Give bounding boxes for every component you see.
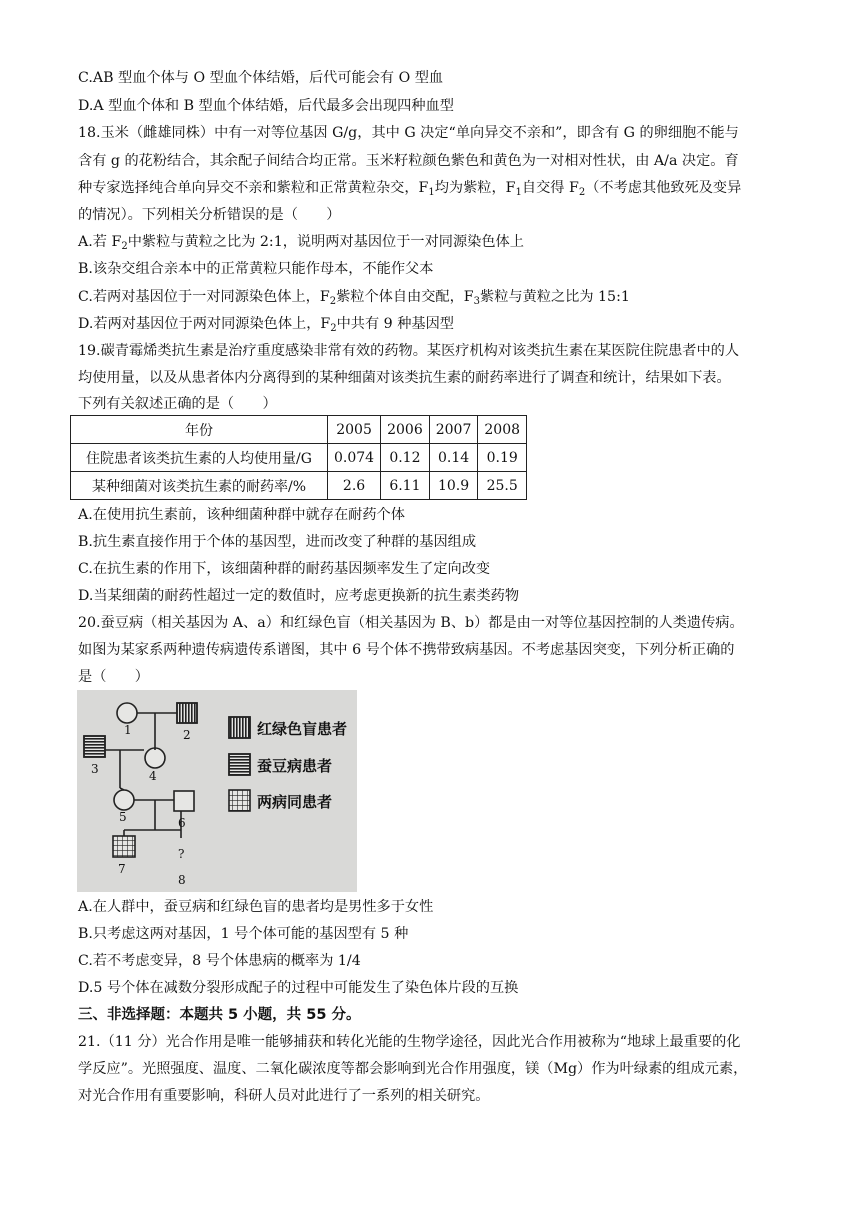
q20-option-a: A.在人群中，蚕豆病和红绿色盲的患者均是男性多于女性 — [78, 899, 434, 915]
q20-stem-line-2: 如图为某家系两种遗传病遗传系谱图，其中 6 号个体不携带致病基因。不考虑基因突变，下列分析正确的 — [78, 642, 735, 658]
q19-option-a: A.在使用抗生素前，该种细菌种群中就存在耐药个体 — [78, 507, 405, 523]
q18-stem-line-2: 含有 g 的花粉结合，其余配子间结合均正常。玉米籽粒颜色紫色和黄色为一对相对性状，由 A/a 决定。育 — [78, 153, 739, 169]
pedigree-id-7: 7 — [118, 862, 126, 876]
table-header-cell: 2007 — [429, 416, 478, 444]
table-cell: 25.5 — [478, 472, 527, 500]
individual-7 — [113, 836, 135, 857]
pedigree-id-4: 4 — [149, 769, 157, 783]
q20-option-d: D.5 号个体在减数分裂形成配子的过程中可能发生了染色体片段的互换 — [78, 980, 519, 996]
q18-option-a: A.若 $F_2$中紫粒与黄粒之比为 2:1，说明两对基因位于一对同源染色体上 — [78, 234, 524, 252]
table-header-cell: 2006 — [381, 416, 430, 444]
pedigree-id-6: 6 — [178, 816, 186, 830]
table-cell: 0.074 — [328, 444, 381, 472]
pedigree-id-2: 2 — [183, 728, 191, 742]
q18-option-c: C.若两对基因位于一对同源染色体上，$F_2$紫粒个体自由交配，$F_3$紫粒与黄粒之比为 15:1 — [78, 289, 630, 307]
q19-stem-line-1: 19.碳青霉烯类抗生素是治疗重度感染非常有效的药物。某医疗机构对该类抗生素在某医院住院患者中的人 — [78, 343, 740, 359]
q18-option-d: D.若两对基因位于两对同源染色体上，$F_2$中共有 9 种基因型 — [78, 316, 454, 334]
legend-swatch-both — [229, 790, 250, 811]
q17-option-d: D.A 型血个体和 B 型血个体结婚，后代最多会出现四种血型 — [78, 98, 454, 114]
individual-3 — [84, 736, 105, 757]
table-cell: 0.14 — [429, 444, 478, 472]
table-cell: 0.19 — [478, 444, 527, 472]
table-cell: 某种细菌对该类抗生素的耐药率/% — [71, 472, 328, 500]
pedigree-id-1: 1 — [124, 723, 132, 737]
table-header-cell: 2008 — [478, 416, 527, 444]
q19-option-c: C.在抗生素的作用下，该细菌种群的耐药基因频率发生了定向改变 — [78, 561, 491, 577]
q19-stem-line-3: 下列有关叙述正确的是（ ） — [78, 396, 277, 412]
q21-stem-line-2: 学反应”。光照强度、温度、二氧化碳浓度等都会影响到光合作用强度，镁（Mg）作为叶绿素的组成元素， — [78, 1061, 748, 1077]
q20-stem-line-3: 是（ ） — [78, 669, 149, 685]
q18-stem-line-4: 的情况）。下列相关分析错误的是（ ） — [78, 207, 341, 223]
q21-stem-line-3: 对光合作用有重要影响，科研人员对此进行了一系列的相关研究。 — [78, 1088, 490, 1104]
q19-option-d: D.当某细菌的耐药性超过一定的数值时，应考虑更换新的抗生素类药物 — [78, 588, 520, 604]
pedigree-id-8: 8 — [178, 873, 186, 887]
q20-option-b: B.只考虑这两对基因，1 号个体可能的基因型有 5 种 — [78, 926, 409, 942]
individual-6 — [174, 791, 194, 811]
section-3-heading: 三、非选择题：本题共 5 小题，共 55 分。 — [78, 1007, 361, 1023]
table-row — [71, 444, 527, 472]
pedigree-unknown-mark: ? — [178, 847, 185, 861]
table-row — [71, 472, 527, 500]
q18-stem-line-3: 种专家选择纯合单向异交不亲和紫粒和正常黄粒杂交，$F_1$均为紫粒，$F_1$自交得 $F_2$（不考虑其他致死及变异 — [78, 180, 742, 198]
table-header-row — [71, 416, 527, 444]
legend-label-colorblind: 红绿色盲患者 — [257, 720, 348, 738]
table-cell: 0.12 — [381, 444, 430, 472]
resistance-table — [70, 415, 527, 500]
individual-1 — [117, 703, 137, 723]
pedigree-diagram — [77, 690, 357, 892]
legend-label-both: 两病同患者 — [257, 793, 333, 811]
q20-stem-line-1: 20.蚕豆病（相关基因为 A、a）和红绿色盲（相关基因为 B、b）都是由一对等位基因控制的人类遗传病。 — [78, 615, 744, 631]
table-cell: 10.9 — [429, 472, 478, 500]
table-header-cell: 2005 — [328, 416, 381, 444]
pedigree-id-3: 3 — [91, 762, 99, 776]
table-cell: 2.6 — [328, 472, 381, 500]
q17-option-c: C.AB 型血个体与 O 型血个体结婚，后代可能会有 O 型血 — [78, 70, 444, 86]
legend-swatch-favism — [229, 754, 250, 775]
individual-2 — [177, 703, 197, 723]
q19-option-b: B.抗生素直接作用于个体的基因型，进而改变了种群的基因组成 — [78, 534, 477, 550]
q20-option-c: C.若不考虑变异，8 号个体患病的概率为 1/4 — [78, 953, 361, 969]
pedigree-id-5: 5 — [119, 810, 127, 824]
legend-swatch-colorblind — [229, 717, 250, 738]
individual-5 — [114, 790, 134, 810]
q21-stem-line-1: 21.（11 分）光合作用是唯一能够捕获和转化光能的生物学途径，因此光合作用被称为“地球上最重要的化 — [78, 1034, 741, 1050]
pedigree-legend — [229, 717, 347, 811]
table-header-cell: 年份 — [71, 416, 328, 444]
table-cell: 住院患者该类抗生素的人均使用量/G — [71, 444, 328, 472]
q19-stem-line-2: 均使用量，以及从患者体内分离得到的某种细菌对该类抗生素的耐药率进行了调查和统计，结果如下表。 — [78, 370, 731, 386]
q18-stem-line-1: 18.玉米（雌雄同株）中有一对等位基因 G/g，其中 G 决定“单向异交不亲和”，即含有 G 的卵细胞不能与 — [78, 125, 739, 141]
legend-label-favism: 蚕豆病患者 — [257, 757, 333, 775]
pedigree-figure — [77, 690, 357, 892]
individual-4 — [145, 748, 165, 768]
q18-option-b: B.该杂交组合亲本中的正常黄粒只能作母本，不能作父本 — [78, 261, 434, 277]
table-cell: 6.11 — [381, 472, 430, 500]
